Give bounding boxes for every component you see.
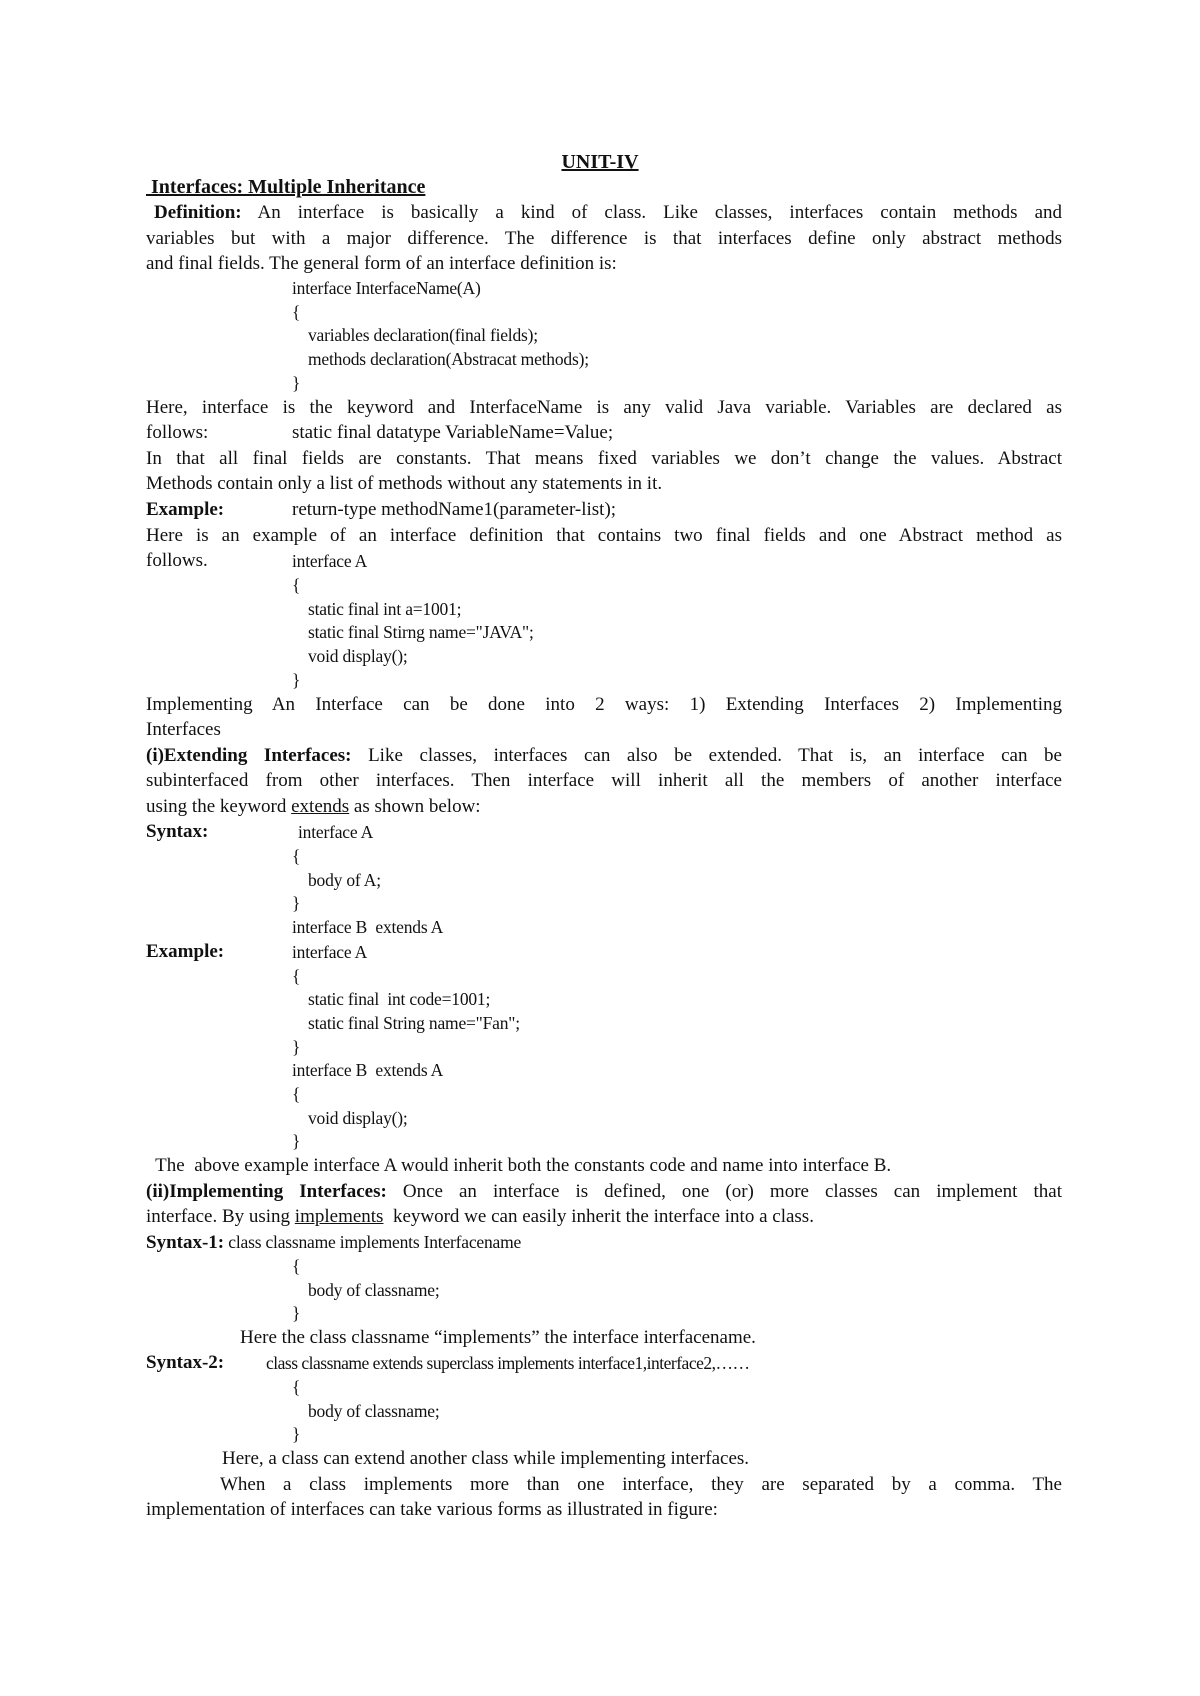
- page-title: UNIT-IV: [561, 151, 639, 173]
- example1-line: [146, 498, 1062, 522]
- syntax-code-4: }: [292, 893, 301, 913]
- definition-line-3: and final fields. The general form of an interface definition is:: [146, 253, 617, 274]
- syntax1-note: Here the class classname “implements” the interface interfacename.: [240, 1327, 756, 1348]
- para1-follows: follows:: [146, 422, 209, 443]
- example2-code-6: interface B extends A: [292, 1060, 444, 1080]
- syntax2-code-4: }: [292, 1424, 301, 1444]
- syntax1-line: [146, 1230, 1062, 1254]
- para2-line-1: Here is an example of an interface definition that contains two final fields and one Abstract method as: [146, 525, 1062, 546]
- syntax1-code-4: }: [292, 1303, 301, 1323]
- definition-label: Definition:: [154, 202, 242, 223]
- para2-code-3: static final int a=1001;: [308, 599, 462, 619]
- extending-line-1: [146, 744, 1062, 768]
- para2-follows: follows.: [146, 550, 208, 571]
- syntax1-label: Syntax-1:: [146, 1232, 225, 1253]
- extending-text-3c: as shown below:: [349, 796, 481, 817]
- definition-line-2: variables but with a major difference. The difference is that interfaces define only abstract methods: [146, 228, 1062, 249]
- para5-line-2: implementation of interfaces can take various forms as illustrated in figure:: [146, 1499, 718, 1520]
- example2-code-4: static final String name="Fan";: [308, 1013, 520, 1033]
- syntax-code-3: body of A;: [308, 870, 381, 890]
- example2-label: Example:: [146, 941, 225, 962]
- syntax2-code-1: class classname extends superclass implements interface1,interface2,……: [266, 1353, 750, 1373]
- para2-code-1: interface A: [292, 551, 368, 571]
- extending-line-2: subinterfaced from other interfaces. Then interface will inherit all the members of another interface: [146, 770, 1062, 791]
- syntax1-code-2: {: [292, 1256, 301, 1276]
- para2-code-5: void display();: [308, 646, 408, 666]
- general-form-line-1: interface InterfaceName(A): [292, 278, 481, 298]
- para1-line-3: In that all final fields are constants. That means fixed variables we don’t change the values. Abstract: [146, 448, 1062, 469]
- syntax2-code-3: body of classname;: [308, 1401, 440, 1421]
- implementing-text-2c: keyword we can easily inherit the interface into a class.: [383, 1206, 814, 1227]
- syntax-line: [146, 820, 1062, 844]
- para4-line: The above example interface A would inherit both the constants code and name into interface B.: [146, 1155, 892, 1176]
- implementing-line-1: [146, 1180, 1062, 1204]
- implementing-text-2a: interface. By using: [146, 1206, 295, 1227]
- example2-code-5: }: [292, 1037, 301, 1057]
- example1-label: Example:: [146, 499, 225, 520]
- example2-code-3: static final int code=1001;: [308, 989, 491, 1009]
- example2-code-1: interface A: [292, 942, 368, 962]
- extending-label: (i)Extending Interfaces:: [146, 745, 352, 766]
- para2-line-2: [146, 549, 1062, 573]
- example1-code: return-type methodName1(parameter-list);: [292, 499, 617, 520]
- definition-text-1: An interface is basically a kind of class. Like classes, interfaces contain methods and: [241, 202, 1062, 223]
- example2-line: [146, 940, 1062, 964]
- example2-code-8: void display();: [308, 1108, 408, 1128]
- general-form-line-3: variables declaration(final fields);: [308, 325, 538, 345]
- para2-code-4: static final Stirng name="JAVA";: [308, 622, 534, 642]
- extending-line-3: [146, 795, 1062, 819]
- syntax2-note: Here, a class can extend another class while implementing interfaces.: [222, 1448, 750, 1469]
- para1-line-2: [146, 421, 1062, 445]
- general-form-line-2: {: [292, 302, 301, 322]
- general-form-line-5: }: [292, 373, 301, 393]
- para3-line-1: Implementing An Interface can be done into 2 ways: 1) Extending Interfaces 2) Implementing: [146, 694, 1062, 715]
- syntax-code-1: interface A: [298, 822, 374, 842]
- implementing-label: (ii)Implementing Interfaces:: [146, 1181, 387, 1202]
- para2-code-6: }: [292, 670, 301, 690]
- syntax2-code-2: {: [292, 1377, 301, 1397]
- syntax-code-5: interface B extends A: [292, 917, 444, 937]
- implementing-line-2: [146, 1205, 1062, 1229]
- extends-keyword: extends: [291, 796, 350, 817]
- syntax-label: Syntax:: [146, 821, 209, 842]
- para2-code-2: {: [292, 575, 301, 595]
- definition-line-1: [154, 201, 1062, 225]
- para3-line-2: Interfaces: [146, 719, 221, 740]
- syntax1-code-3: body of classname;: [308, 1280, 440, 1300]
- implements-keyword: implements: [294, 1206, 384, 1227]
- example2-code-2: {: [292, 966, 301, 986]
- section-heading: Interfaces: Multiple Inheritance: [146, 176, 426, 198]
- general-form-line-4: methods declaration(Abstracat methods);: [308, 349, 589, 369]
- example2-code-7: {: [292, 1084, 301, 1104]
- syntax-code-2: {: [292, 846, 301, 866]
- para1-declaration: static final datatype VariableName=Value;: [292, 422, 614, 443]
- implementing-text-1: Once an interface is defined, one (or) more classes can implement that: [386, 1181, 1062, 1202]
- para5-line-1: When a class implements more than one interface, they are separated by a comma. The: [220, 1474, 1062, 1495]
- para1-line-4: Methods contain only a list of methods without any statements in it.: [146, 473, 663, 494]
- para1-line-1: Here, interface is the keyword and InterfaceName is any valid Java variable. Variables are declared as: [146, 397, 1062, 418]
- extending-text-1: Like classes, interfaces can also be extended. That is, an interface can be: [351, 745, 1062, 766]
- syntax2-line: [146, 1351, 1062, 1375]
- extending-text-3a: using the keyword: [146, 796, 292, 817]
- syntax2-label: Syntax-2:: [146, 1352, 225, 1373]
- example2-code-9: }: [292, 1131, 301, 1151]
- syntax1-code-1: class classname implements Interfacename: [224, 1232, 522, 1252]
